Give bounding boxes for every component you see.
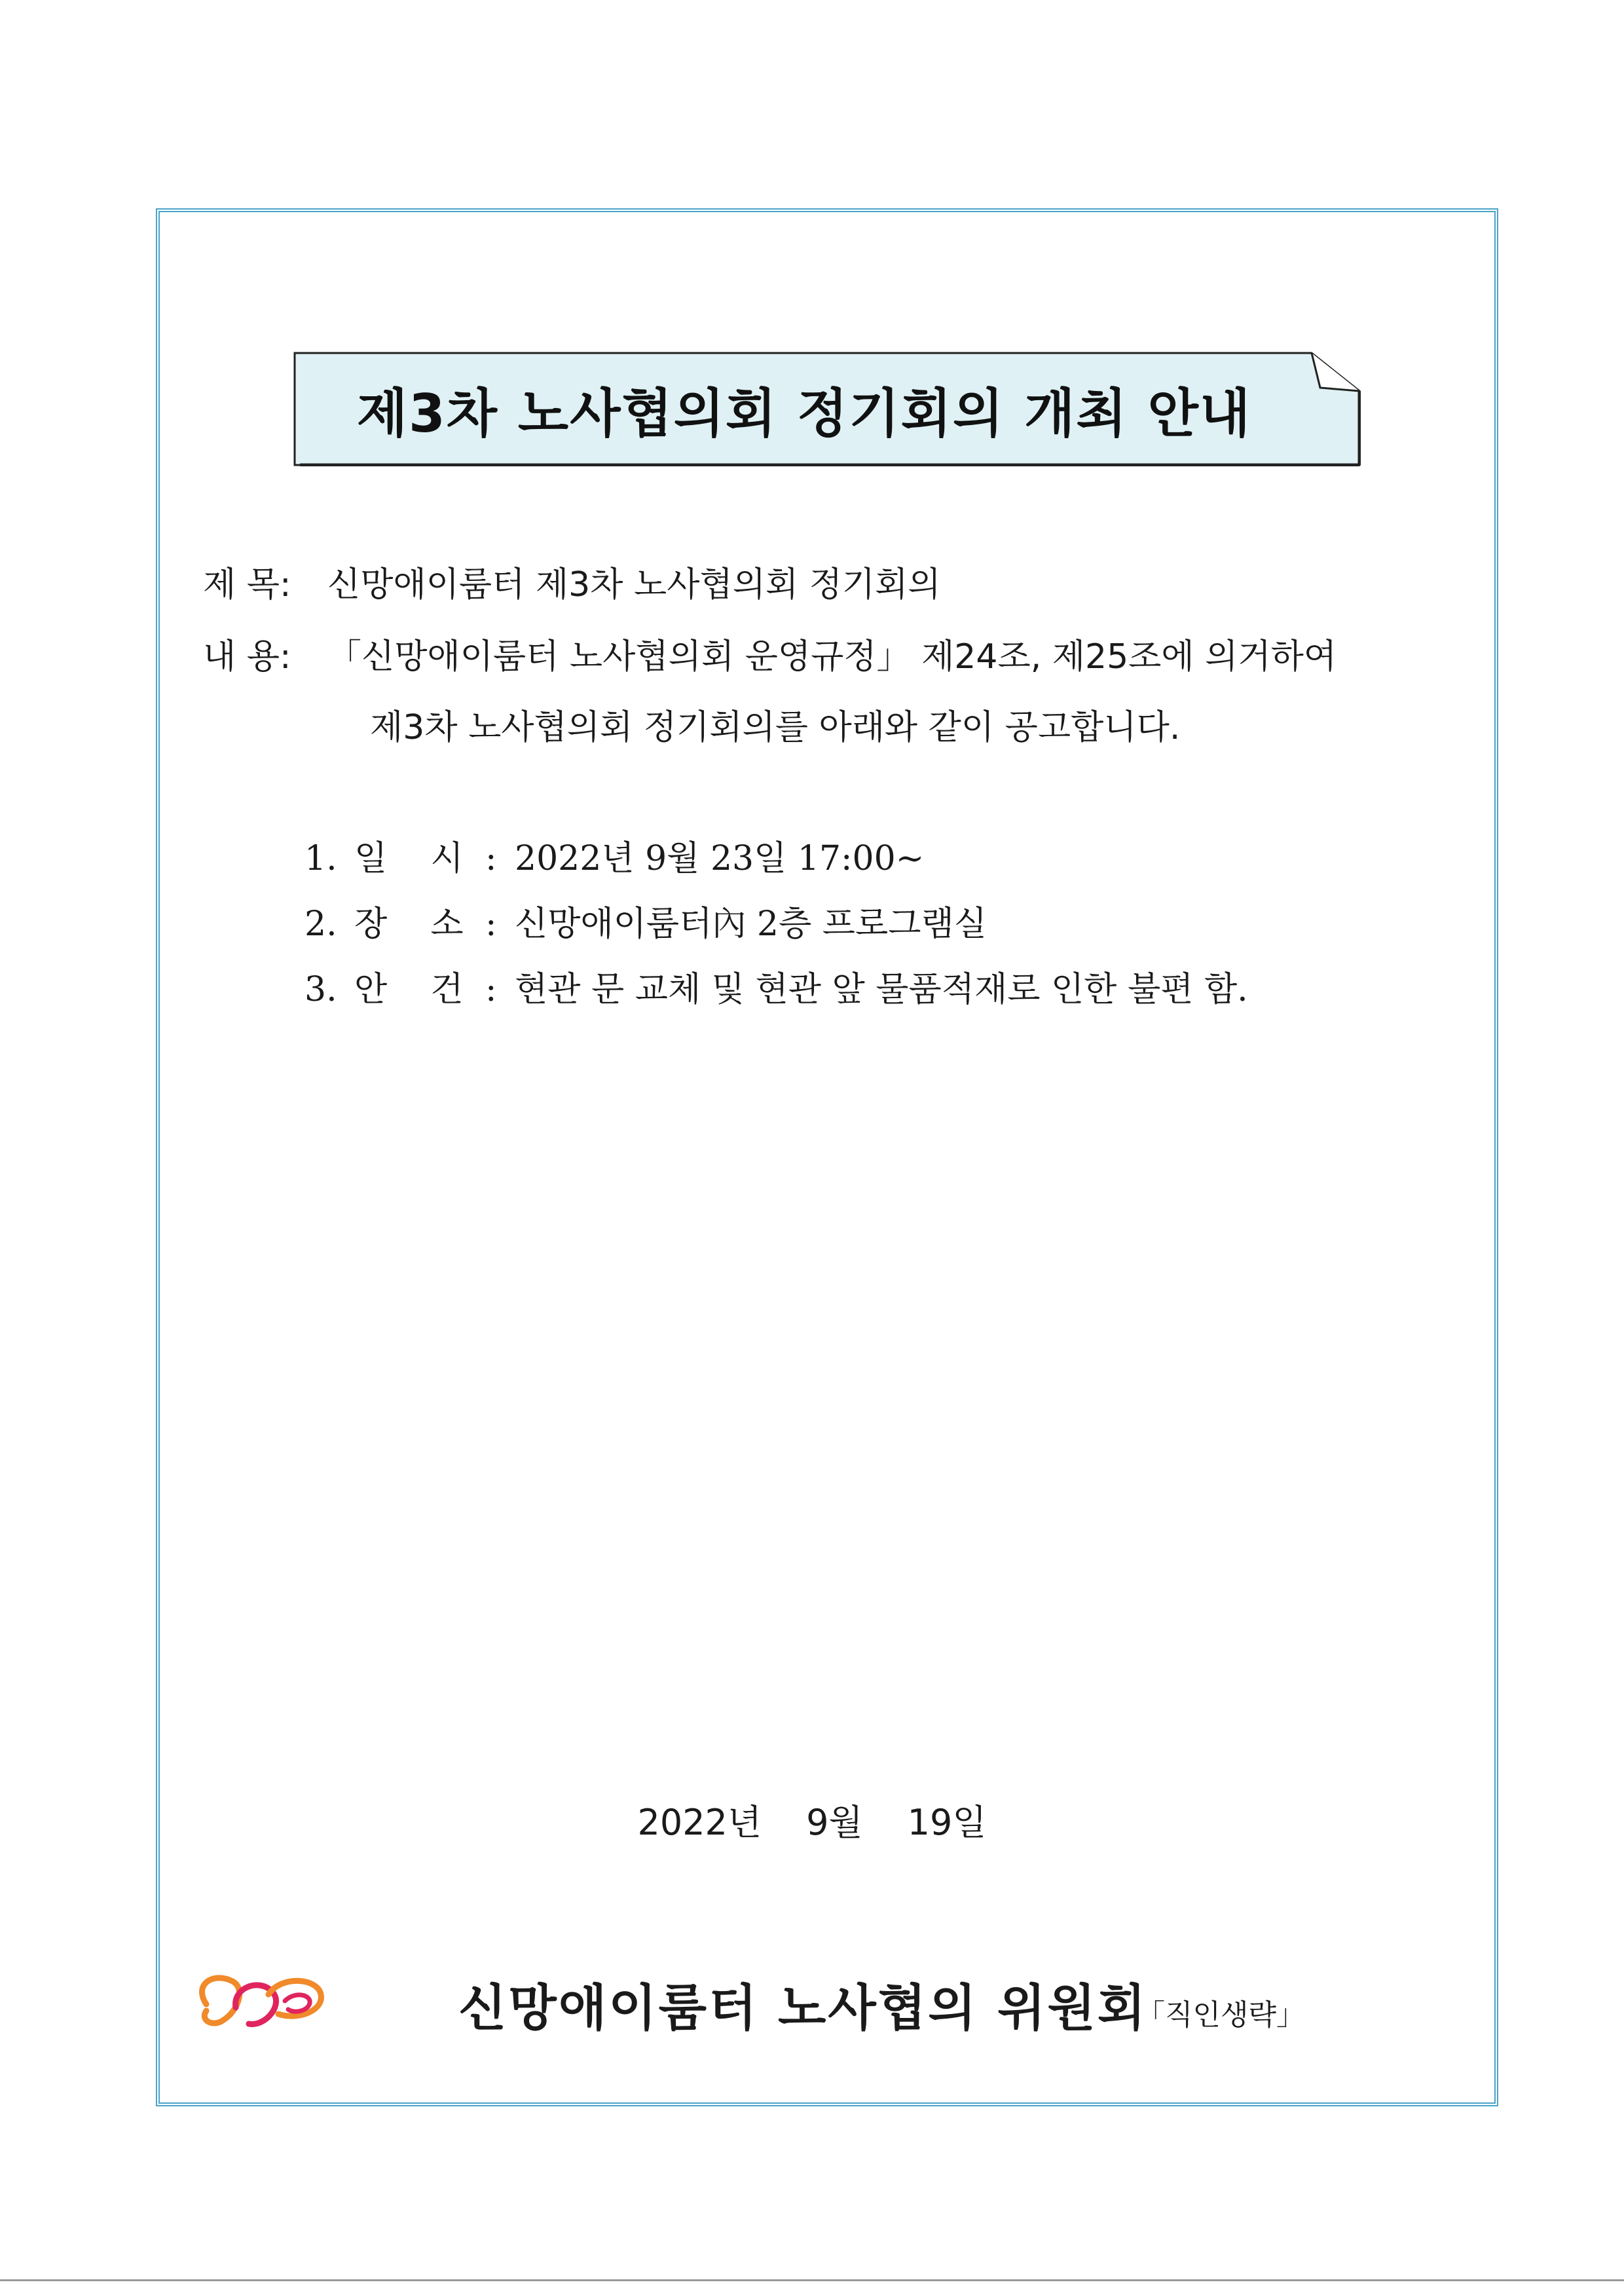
item-separator: :	[485, 970, 497, 1009]
subject-value: 신망애이룸터 제3차 노사협의회 정기회의	[327, 565, 941, 605]
content-label: 내 용:	[203, 637, 291, 677]
title-box	[293, 352, 1361, 466]
content-line-2: 제3차 노사협의회 정기회의를 아래와 같이 공고합니다.	[370, 708, 1181, 747]
item-label: 장 소	[354, 905, 464, 944]
subject-row	[203, 557, 941, 606]
item-label: 일 시	[354, 839, 464, 878]
notice-date	[0, 1795, 1624, 1845]
item-number: 1.	[304, 839, 337, 878]
item-separator: :	[485, 905, 497, 944]
heart-logo-icon	[187, 1958, 331, 2037]
item-value: 현관 문 교체 및 현관 앞 물품적재로 인한 불편 함.	[515, 970, 1248, 1009]
item-value: 2022년 9월 23일 17:00~	[515, 839, 925, 878]
seal-omitted-note: 「직인생략」	[1136, 1998, 1306, 2032]
item-separator: :	[485, 839, 497, 878]
item-datetime	[304, 830, 924, 880]
item-number: 2.	[304, 905, 337, 944]
document-title: 제3차 노사협의회 정기회의 개최 안내	[356, 383, 1252, 444]
organization-name: 신망애이룸터 노사협의 위원회	[458, 1979, 1148, 2037]
item-location	[304, 896, 987, 945]
scan-edge	[0, 2279, 1624, 2281]
subject-label: 제 목:	[203, 565, 291, 605]
item-number: 3.	[304, 970, 337, 1009]
date-year: 2022년	[637, 1802, 762, 1843]
item-label: 안 건	[354, 970, 464, 1009]
date-day: 19일	[907, 1802, 987, 1843]
item-value: 신망애이룸터內 2층 프로그램실	[515, 905, 987, 944]
content-line-1: 「신망애이룸터 노사협의회 운영규정」 제24조, 제25조에 의거하여	[327, 637, 1337, 677]
content-row	[203, 629, 1337, 678]
date-month: 9월	[806, 1802, 863, 1843]
organization-logo	[187, 1958, 331, 2037]
item-agenda	[304, 961, 1248, 1011]
